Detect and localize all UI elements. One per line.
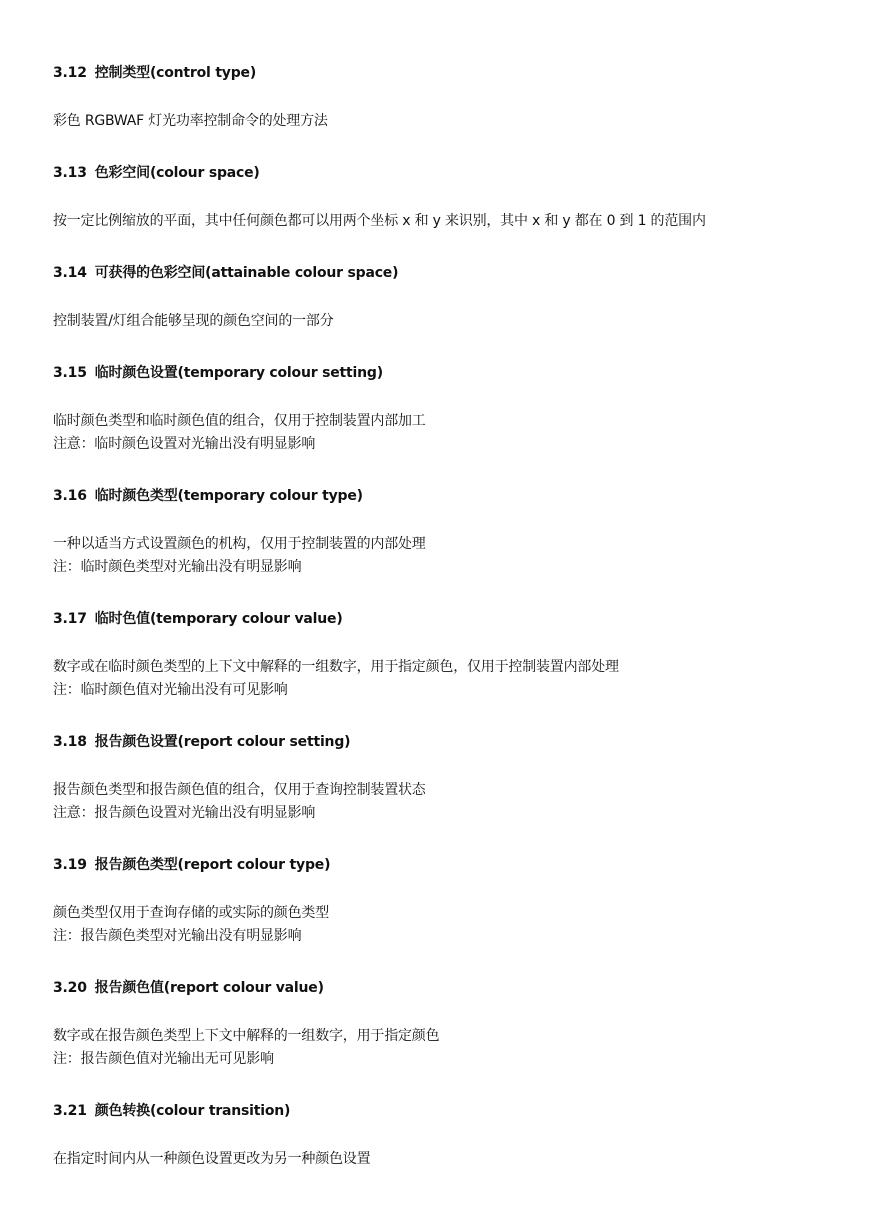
section-number: 3.15 <box>53 365 87 381</box>
section-heading <box>53 487 363 505</box>
section-title: 可获得的色彩空间(attainable colour space) <box>94 265 399 281</box>
section-note: 注意：报告颜色设置对光输出没有明显影响 <box>53 805 316 821</box>
section-note: 注意：临时颜色设置对光输出没有明显影响 <box>53 436 316 452</box>
section-heading <box>53 64 256 82</box>
section-text: 数字或在临时颜色类型的上下文中解释的一组数字，用于指定颜色，仅用于控制装置内部处理 <box>53 659 619 675</box>
section-heading <box>53 364 383 382</box>
section-note: 注：报告颜色值对光输出无可见影响 <box>53 1051 274 1067</box>
section-heading <box>53 164 260 182</box>
section-text: 按一定比例缩放的平面，其中任何颜色都可以用两个坐标 x 和 y 来识别，其中 x 和 y 都在 0 到 1 的范围内 <box>53 213 706 229</box>
section-title: 临时色值(temporary colour value) <box>94 611 343 627</box>
section-heading <box>53 1102 290 1120</box>
section-number: 3.12 <box>53 65 87 81</box>
section-note: 注：临时颜色值对光输出没有可见影响 <box>53 682 288 698</box>
section-number: 3.19 <box>53 857 87 873</box>
section-title: 色彩空间(colour space) <box>94 165 260 181</box>
section-heading <box>53 979 324 997</box>
section-text: 一种以适当方式设置颜色的机构，仅用于控制装置的内部处理 <box>53 536 426 552</box>
section-number: 3.21 <box>53 1103 87 1119</box>
section-heading <box>53 733 350 751</box>
section-title: 临时颜色设置(temporary colour setting) <box>94 365 383 381</box>
section-text: 彩色 RGBWAF 灯光功率控制命令的处理方法 <box>53 113 328 129</box>
section-heading <box>53 610 343 628</box>
section-title: 临时颜色类型(temporary colour type) <box>94 488 363 504</box>
section-number: 3.14 <box>53 265 87 281</box>
section-number: 3.17 <box>53 611 87 627</box>
section-text: 数字或在报告颜色类型上下文中解释的一组数字，用于指定颜色 <box>53 1028 440 1044</box>
section-heading <box>53 264 398 282</box>
section-number: 3.20 <box>53 980 87 996</box>
section-note: 注：报告颜色类型对光输出没有明显影响 <box>53 928 302 944</box>
section-heading <box>53 856 330 874</box>
section-text: 在指定时间内从一种颜色设置更改为另一种颜色设置 <box>53 1151 371 1167</box>
section-number: 3.16 <box>53 488 87 504</box>
section-title: 报告颜色值(report colour value) <box>94 980 324 996</box>
section-title: 颜色转换(colour transition) <box>94 1103 291 1119</box>
section-number: 3.13 <box>53 165 87 181</box>
section-text: 报告颜色类型和报告颜色值的组合，仅用于查询控制装置状态 <box>53 782 426 798</box>
section-text: 临时颜色类型和临时颜色值的组合，仅用于控制装置内部加工 <box>53 413 426 429</box>
section-number: 3.18 <box>53 734 87 750</box>
section-title: 控制类型(control type) <box>94 65 257 81</box>
section-text: 颜色类型仅用于查询存储的或实际的颜色类型 <box>53 905 329 921</box>
section-title: 报告颜色类型(report colour type) <box>94 857 331 873</box>
section-note: 注：临时颜色类型对光输出没有明显影响 <box>53 559 302 575</box>
section-text: 控制装置/灯组合能够呈现的颜色空间的一部分 <box>53 313 334 329</box>
section-title: 报告颜色设置(report colour setting) <box>94 734 351 750</box>
